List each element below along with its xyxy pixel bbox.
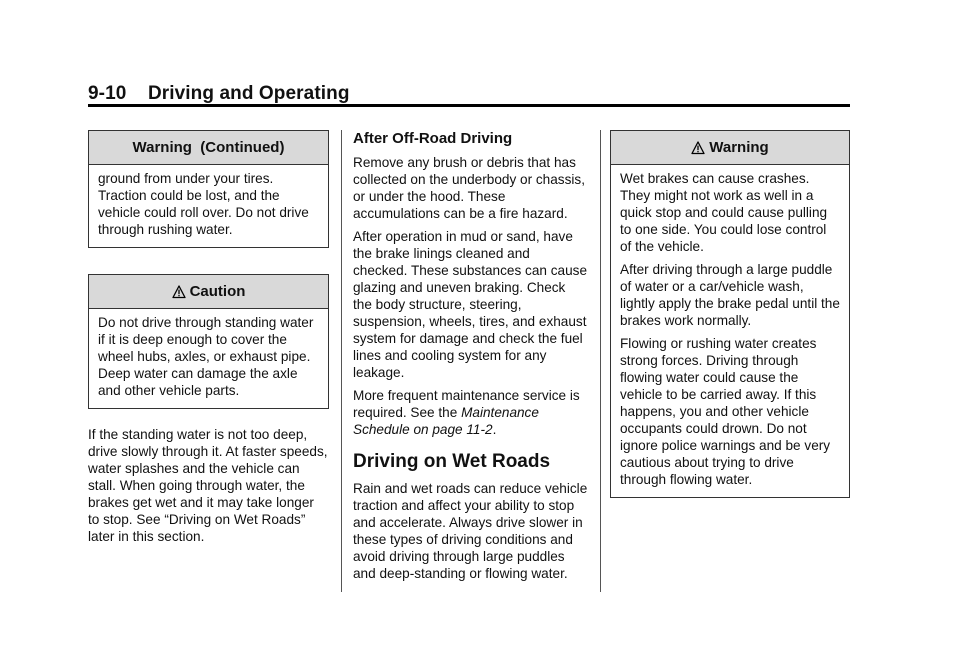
column-divider [600,130,601,592]
column-left [88,130,329,551]
paragraph-maintenance [353,387,588,438]
warning-title: Warning [709,139,769,156]
section-title-wet-roads: Driving on Wet Roads [353,451,551,472]
paragraph-mud-sand: After operation in mud or sand, have the brake linings cleaned and checked. These substances can cause glazing and uneven braking. Check the body structure, steering, suspension, wheels, tires, and exhaust system for damage and check the fuel lines and cooling system for any leakage. [353,229,588,380]
section-heading-after-offroad: After Off-Road Driving [353,130,513,147]
warning-header [611,131,849,165]
warning-text-puddle: After driving through a large puddle of water or a car/vehicle wash, lightly apply the brake pedal until the brakes work normally. [620,262,840,328]
caution-body [89,309,328,408]
paragraph-wet-roads: Rain and wet roads can reduce vehicle traction and affect your ability to stop and accelerate. Always drive slower in these types of driving conditions and avoid driving through large puddles and deep-standing or flowing water. [353,481,588,581]
warning-continued-body [89,165,328,247]
warning-box [610,130,850,498]
column-right [610,130,850,498]
warning-body [611,165,849,497]
caution-title: Caution [189,283,246,300]
column-middle [353,130,588,588]
warning-continued-text: ground from under your tires. Traction could be lost, and the vehicle could roll over. Do not drive through rushing water. [98,171,309,237]
maintenance-suffix: . [492,422,497,437]
alert-triangle-icon [691,141,705,155]
warning-continued-box [88,130,329,248]
warning-text-wet-brakes: Wet brakes can cause crashes. They might not work as well in a quick stop and could cause pulling to one side. You could lose control of the vehicle. [620,171,828,254]
maintenance-prefix: More frequent maintenance service is required. See the [353,388,580,420]
caution-box [88,274,329,409]
caution-text: Do not drive through standing water if it is deep enough to cover the wheel hubs, axles, or exhaust pipe. Deep water can damage the axle and other vehicle parts. [98,315,314,398]
standing-water-paragraph: If the standing water is not too deep, drive slowly through it. At faster speeds, water splashes and the vehicle can stall. When going through water, the brakes get wet and it may take longer to stop. See “Driving on Wet Roads” later in this section. [88,427,328,544]
column-divider [341,130,342,592]
warning-continued-title: Warning (Continued) [89,131,328,165]
paragraph-debris: Remove any brush or debris that has collected on the underbody or chassis, or under the hood. These accumulations can be a fire hazard. [353,155,585,221]
maintenance-schedule-link[interactable]: Maintenance Schedule on page 11-2 [353,405,539,437]
alert-triangle-icon [172,285,186,299]
page-title: 9-10 Driving and Operating [88,83,350,104]
warning-text-flowing-water: Flowing or rushing water creates strong forces. Driving through flowing water could cause the vehicle to be carried away. If this happens, you and other vehicle occupants could drown. Do not ignore police warnings and be very cautious about trying to drive through flowing water. [620,336,831,487]
page-header [88,84,850,107]
caution-header [89,275,328,309]
